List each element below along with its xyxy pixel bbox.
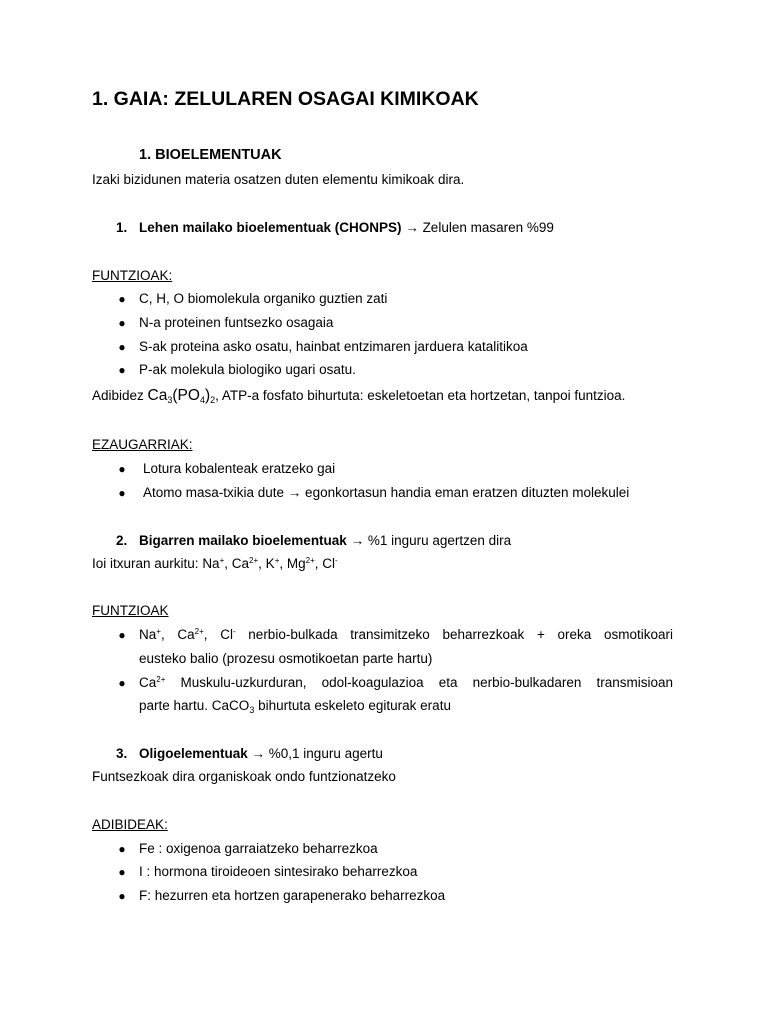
secondary-function-1-line-2: eusteko balio (prozesu osmotikoetan parte hartu) (139, 651, 433, 666)
bullet: ● (118, 865, 126, 879)
section-intro: Izaki bizidunen materia osatzen duten elementu kimikoak dira. (92, 172, 465, 187)
secondary-ions-line (92, 555, 338, 573)
example-prefix: Adibidez (92, 388, 148, 403)
secondary-function-2-line-2 (139, 697, 451, 715)
primary-number: 1. (116, 220, 128, 235)
ion-separator: , (314, 556, 323, 571)
bullet: ● (118, 889, 126, 903)
ion-charge: + (219, 556, 225, 565)
oligo-label: Oligoelementuak (139, 746, 248, 761)
ion-symbol: Cl (220, 627, 233, 642)
ion-separator: , (258, 556, 266, 571)
ion-symbol: Na (202, 556, 220, 571)
ion-symbol: K (265, 556, 275, 571)
bullet: ● (118, 340, 126, 354)
primary-features-heading: EZAUGARRIAK: (92, 437, 193, 452)
ion-separator: , (279, 556, 287, 571)
oligo-example-item: I : hormona tiroideoen sintesirako beharrezkoa (139, 864, 418, 879)
secondary-function-2-line-1 (139, 674, 673, 692)
bullet: ● (118, 292, 126, 306)
function-text: bihurtuta eskeleto egiturak eratu (254, 698, 451, 713)
oligo-heading (139, 745, 383, 763)
bullet: ● (118, 676, 126, 690)
secondary-function-1-line-1: Na+, $Ca^{2+}$, Cl- nerbio-bulkada transimitzeko beharrezkoak + oreka osmotikoari (139, 627, 673, 642)
primary-label: Lehen mailako bioelementuak (CHONPS) (139, 220, 402, 235)
primary-example (92, 387, 625, 405)
primary-function-item: N-a proteinen funtsezko osagaia (139, 315, 334, 330)
primary-function-item: S-ak proteina asko osatu, hainbat entzimaren jarduera katalitikoa (139, 339, 528, 354)
bullet: ● (118, 462, 126, 476)
ion-charge: + (156, 627, 161, 636)
bullet: ● (118, 316, 126, 330)
ion-charge: - (335, 556, 338, 565)
formula-subscript: 2 (210, 395, 216, 405)
primary-rest: → Zelulen masaren %99 (401, 220, 554, 235)
primary-function-item: C, H, O biomolekula organiko guztien zati (139, 291, 388, 306)
ion-charge: 2+ (305, 556, 315, 565)
primary-heading (139, 219, 554, 237)
bullet: ● (118, 363, 126, 377)
ion-charge: + (274, 556, 280, 565)
formula-subscript: 3 (167, 395, 173, 405)
ion-charge: 2+ (249, 556, 259, 565)
ion-charge: - (232, 627, 236, 636)
ion-charge: 2+ (156, 675, 166, 684)
ion-symbol: Mg (286, 556, 306, 571)
primary-function-item: P-ak molekula biologiko ugari osatu. (139, 362, 356, 377)
primary-feature-item: Lotura kobalenteak eratzeko gai (143, 461, 336, 476)
ions-prefix: Ioi itxuran aurkitu: (92, 556, 203, 571)
primary-functions-heading: FUNTZIOAK: (92, 268, 173, 283)
primary-feature-item: Atomo masa-txikia dute → egonkortasun handia eman eratzen dituzten molekulei (143, 485, 630, 500)
secondary-heading (139, 532, 511, 550)
function-text: Muskulu-uzkurduran, odol-koagulazioa eta nerbio-bulkadaren transmisioan (165, 675, 673, 690)
ion-symbol: Na (139, 627, 157, 642)
bullet: ● (118, 842, 126, 856)
page-title: 1. GAIA: ZELULAREN OSAGAI KIMIKOAK (92, 88, 479, 110)
example-suffix: , ATP-a fosfato bihurtuta: eskeletoetan eta hortzetan, tanpoi funtzioa. (215, 388, 626, 403)
section-heading: 1. BIOELEMENTUAK (139, 147, 282, 163)
oligo-rest: → %0,1 inguru agertu (247, 746, 383, 761)
oligo-intro: Funtsezkoak dira organiskoak ondo funtzionatzeko (92, 769, 396, 784)
secondary-number: 2. (116, 533, 128, 548)
ion-charge: 2+ (194, 627, 204, 636)
ion-symbol: Ca (231, 556, 250, 571)
oligo-example-item: Fe : oxigenoa garraiatzeko beharrezkoa (139, 841, 378, 856)
bullet: ● (118, 486, 126, 500)
secondary-rest: → %1 inguru agertzen dira (346, 533, 512, 548)
oligo-number: 3. (116, 746, 128, 761)
formula-paren: ) (204, 387, 211, 404)
ion-symbol: Cl (322, 556, 336, 571)
ion-separator: , (224, 556, 232, 571)
function-text: parte hartu. CaCO (139, 698, 250, 713)
formula-subscript: 4 (199, 395, 205, 405)
formula-subscript: 3 (249, 705, 255, 715)
oligo-example-item: F: hezurren eta hortzen garapenerako beharrezkoa (139, 888, 446, 903)
formula-po: (PO (172, 387, 200, 404)
function-text: nerbio-bulkada transimitzeko beharrezkoak + oreka osmotikoari (235, 627, 673, 642)
oligo-examples-heading: ADIBIDEAK: (92, 817, 168, 832)
bullet: ● (118, 628, 126, 642)
ion-symbol: Ca (139, 675, 157, 690)
formula-ca: Ca (147, 387, 168, 404)
secondary-label: Bigarren mailako bioelementuak (139, 533, 347, 548)
ion-symbol: Ca (177, 627, 195, 642)
secondary-functions-heading: FUNTZIOAK (92, 603, 169, 618)
example-formula (148, 387, 216, 404)
